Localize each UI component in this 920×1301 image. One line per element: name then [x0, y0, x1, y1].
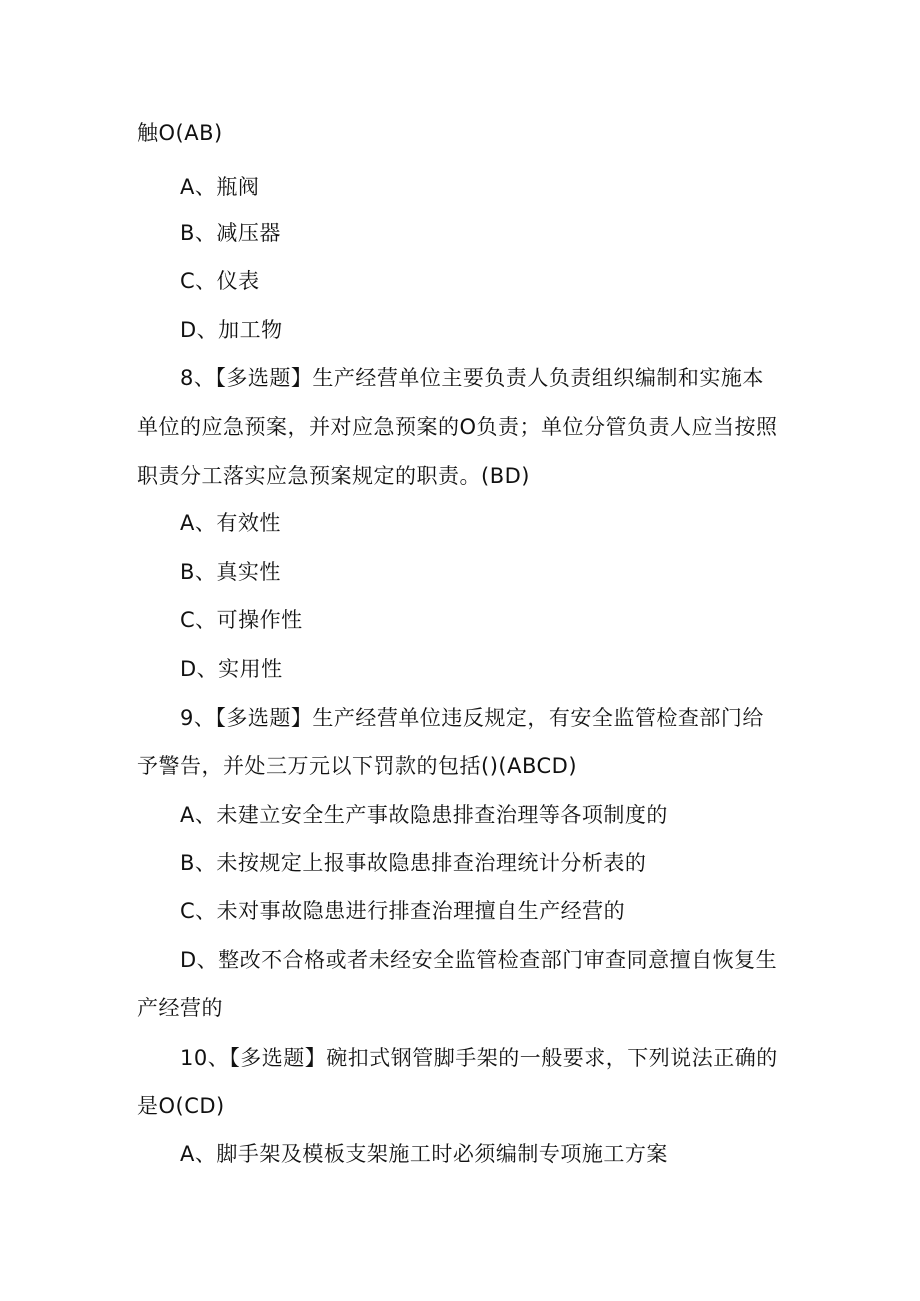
q9-option-d-line-1: D、整改不合格或者未经安全监管检查部门审查同意擅自恢复生 [180, 948, 778, 972]
q10-option-a: A、脚手架及模板支架施工时必须编制专项施工方案 [180, 1142, 668, 1166]
q9-option-d-line-2: 产经营的 [137, 996, 223, 1020]
q7-option-a: A、瓶阀 [180, 175, 260, 199]
q8-option-b: B、真实性 [180, 560, 281, 584]
question-7-continuation: 触O(AB) [137, 121, 223, 145]
question-10-line-2: 是O(CD) [137, 1094, 225, 1118]
question-10-line-1: 10、【多选题】碗扣式钢管脚手架的一般要求，下列说法正确的 [180, 1046, 778, 1070]
q7-option-b: B、减压器 [180, 221, 281, 245]
question-8-line-1: 8、【多选题】生产经营单位主要负责人负责组织编制和实施本 [180, 366, 764, 390]
q8-option-a: A、有效性 [180, 511, 281, 535]
q7-option-c: C、仪表 [180, 269, 260, 293]
question-9-line-2: 予警告，并处三万元以下罚款的包括()(ABCD) [137, 754, 578, 778]
q8-option-c: C、可操作性 [180, 608, 303, 632]
question-8-line-2: 单位的应急预案，并对应急预案的O负责；单位分管负责人应当按照 [137, 415, 778, 439]
q9-option-a: A、未建立安全生产事故隐患排查治理等各项制度的 [180, 803, 668, 827]
q8-option-d: D、实用性 [180, 657, 283, 681]
question-9-line-1: 9、【多选题】生产经营单位违反规定，有安全监管检查部门给 [180, 706, 764, 730]
q9-option-c: C、未对事故隐患进行排查治理擅自生产经营的 [180, 899, 626, 923]
q7-option-d: D、加工物 [180, 318, 283, 342]
question-8-line-3: 职责分工落实应急预案规定的职责。(BD) [137, 464, 530, 488]
q9-option-b: B、未按规定上报事故隐患排查治理统计分析表的 [180, 851, 647, 875]
